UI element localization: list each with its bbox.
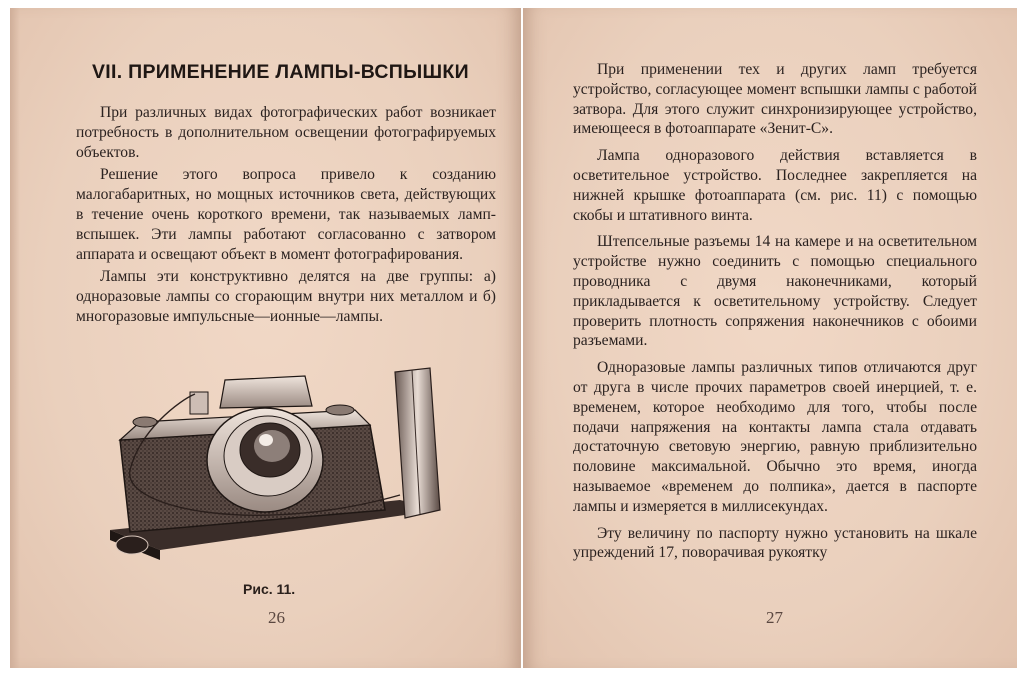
paragraph: Лампа одноразового действия вставляется в осветительное устройство. Последнее закрепляется на нижней крышке фотоаппарата (см. рис. 11) с помощью скобы и штативного винта. xyxy=(573,147,977,224)
right-page-text xyxy=(573,60,977,563)
page-number: 26 xyxy=(268,608,285,627)
paragraph: Решение этого вопроса привело к созданию малогабаритных, но мощных источников света, действующих в течение очень короткого времени, так называемых ламп-вспышек. Эти лампы работают согласованно с затвором аппарата и освещают объект в момент фотографирования. xyxy=(76,166,496,263)
paragraph: При различных видах фотографических работ возникает потребность в дополнительном освещении фотографируемых объектов. xyxy=(76,104,496,161)
paragraph: При применении тех и других ламп требуется устройство, согласующее момент вспышки лампы с работой затвора. Для этого служит синхронизирующее устройство, имеющееся в фотоаппарате «Зенит-С». xyxy=(573,61,977,138)
paragraph: Эту величину по паспорту нужно установить на шкале упреждений 17, поворачивая рукоятку xyxy=(573,524,977,562)
paragraph: Штепсельные разъемы 14 на камере и на осветительном устройстве нужно соединить с помощью специального проводника с двумя наконечниками, который прикладывается к осветительному устройству. Следует проверить плотность сопряжения наконечников с обоими разъемами. xyxy=(573,233,977,350)
chapter-heading: VII. ПРИМЕНЕНИЕ ЛАМПЫ-ВСПЫШКИ xyxy=(92,61,469,83)
paragraph: Одноразовые лампы различных типов отличаются друг от друга в числе прочих параметров своей инерцией, т. е. временем, которое необходимо для того, чтобы после подачи напряжения на контакты лампа стала отдавать достаточную световую энергию, равную приблизительно половине максимальной. Обычно это время, иногда называемое «временем до полпика», дается в паспорте лампы и измеряется в миллисекундах. xyxy=(573,359,977,515)
left-page-text xyxy=(76,103,496,327)
page-number: 27 xyxy=(766,608,783,627)
figure-caption: Рис. 11. xyxy=(243,581,296,597)
paragraph: Лампы эти конструктивно делятся на две группы: а) одноразовые лампы со сгорающим внутри них металлом и б) многоразовые импульсные—ионные—лампы. xyxy=(76,268,496,325)
right-page xyxy=(523,8,1017,668)
left-page xyxy=(10,8,521,668)
camera-with-flash-illustration xyxy=(100,360,450,570)
